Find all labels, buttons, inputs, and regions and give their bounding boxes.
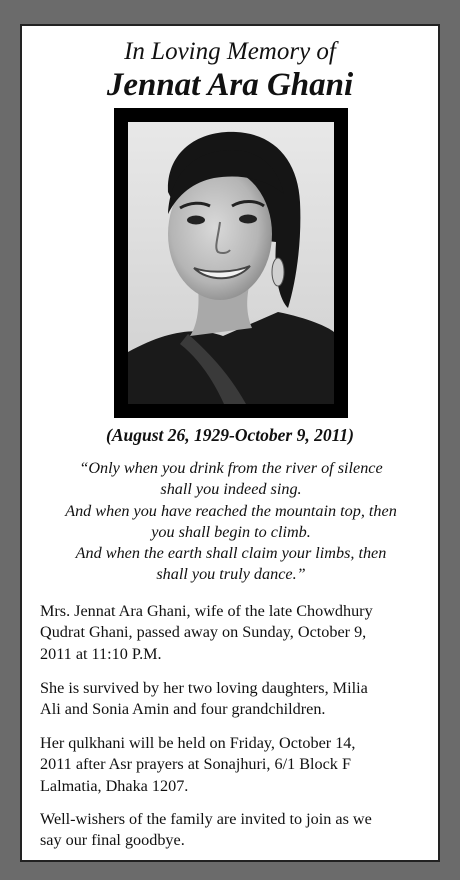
quote-line: And when you have reached the mountain top, then <box>65 501 397 520</box>
paragraph-line: Well-wishers of the family are invited to join as we <box>40 810 372 828</box>
quote-line: And when the earth shall claim your limbs, then <box>75 544 387 563</box>
paragraph-line: Mrs. Jennat Ara Ghani, wife of the late Chowdhury <box>40 602 373 620</box>
quote-line: “Only when you drink from the river of silence <box>79 459 383 477</box>
paragraph-line: Her qulkhani will be held on Friday, October 14, <box>40 734 356 752</box>
portrait-photo <box>128 122 334 404</box>
qulkhani-paragraph <box>40 733 426 797</box>
paragraph-line: Ali and Sonia Amin and four grandchildren. <box>40 700 326 719</box>
paragraph-line: 2011 at 11:10 P.M. <box>40 644 162 663</box>
portrait-frame <box>114 108 348 418</box>
survivors-paragraph <box>40 678 426 721</box>
passing-announcement <box>40 601 426 665</box>
paragraph-line: Lalmatia, Dhaka 1207. <box>40 776 189 795</box>
life-dates: (August 26, 1929-October 9, 2011) <box>106 425 354 445</box>
notice-heading: In Loving Memory of <box>124 38 336 65</box>
paragraph-line: Qudrat Ghani, passed away on Sunday, October 9, <box>40 623 367 642</box>
quote-line: shall you indeed sing. <box>160 480 302 499</box>
paragraph-line: She is survived by her two loving daughters, Milia <box>40 679 368 697</box>
quote-line: you shall begin to climb. <box>151 522 311 541</box>
deceased-name: Jennat Ara Ghani <box>106 67 354 103</box>
poem-quote <box>30 458 432 586</box>
paragraph-line: say our final goodbye. <box>40 831 185 850</box>
memorial-notice-card <box>20 24 440 862</box>
quote-line: shall you truly dance.” <box>156 565 306 584</box>
paragraph-line: 2011 after Asr prayers at Sonajhuri, 6/1 Block F <box>40 755 351 774</box>
invitation-paragraph <box>40 809 426 852</box>
